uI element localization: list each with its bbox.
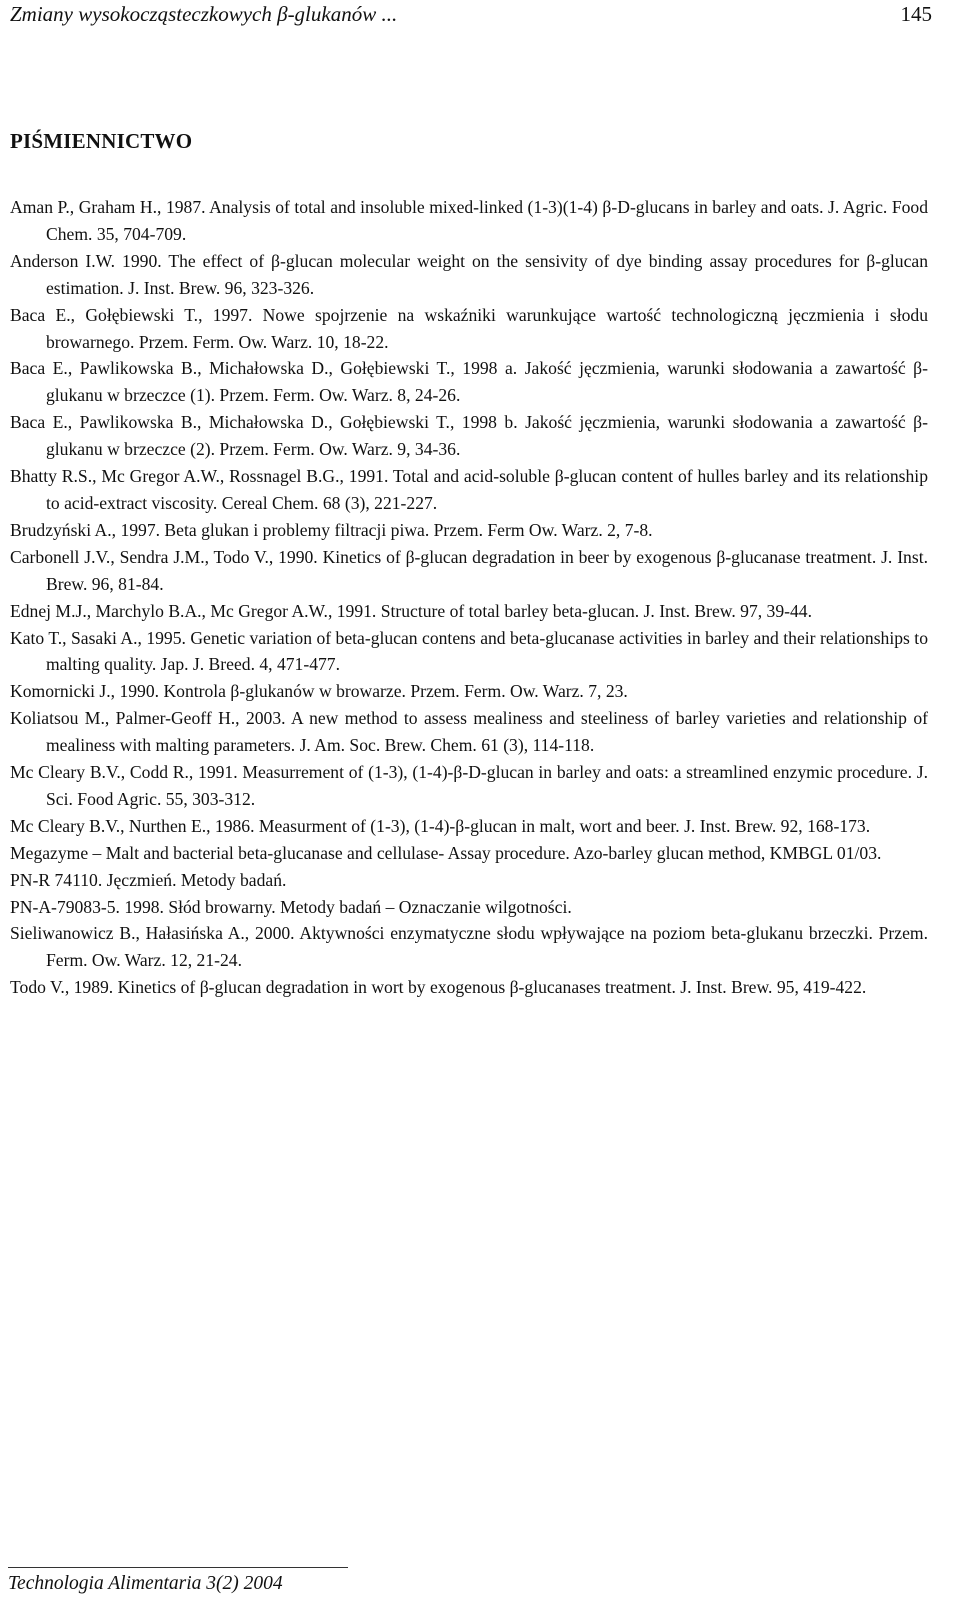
reference-item: Bhatty R.S., Mc Gregor A.W., Rossnagel B.G., 1991. Total and acid-soluble β-glucan content of hulles barley and its relationship to acid-extract viscosity. Cereal Chem. 68 (3), 221-227. — [10, 466, 928, 513]
section-heading: PIŚMIENNICTWO — [10, 129, 193, 153]
footer-journal: Technologia Alimentaria 3(2) 2004 — [8, 1573, 283, 1594]
reference-item: Kato T., Sasaki A., 1995. Genetic variation of beta-glucan contens and beta-glucanase activities in barley and their relationships to malting quality. Jap. J. Breed. 4, 471-477. — [10, 627, 928, 675]
footer-divider — [8, 1567, 348, 1568]
reference-item: PN-R 74110. Jęczmień. Metody badań. — [10, 869, 287, 890]
reference-item: Aman P., Graham H., 1987. Analysis of total and insoluble mixed-linked (1-3)(1-4) β-D-glucans in barley and oats. J. Agric. Food Chem. 35, 704-709. — [10, 197, 928, 244]
reference-item: Baca E., Pawlikowska B., Michałowska D., Gołębiewski T., 1998 a. Jakość jęczmienia, warunki słodowania a zawartość β-glukanu w brzeczce (1). Przem. Ferm. Ow. Warz. 8, 24-26. — [10, 358, 928, 406]
reference-item: Carbonell J.V., Sendra J.M., Todo V., 1990. Kinetics of β-glucan degradation in beer by exogenous β-glucanase treatment. J. Inst. Brew. 96, 81-84. — [10, 546, 928, 594]
reference-item: Baca E., Gołębiewski T., 1997. Nowe spojrzenie na wskaźniki warunkujące wartość technologiczną jęczmienia i słodu browarnego. Przem. Ferm. Ow. Warz. 10, 18-22. — [10, 304, 928, 352]
reference-item: Ednej M.J., Marchylo B.A., Mc Gregor A.W., 1991. Structure of total barley beta-glucan. J. Inst. Brew. 97, 39-44. — [10, 600, 812, 621]
reference-item: PN-A-79083-5. 1998. Słód browarny. Metody badań – Oznaczanie wilgotności. — [10, 896, 572, 917]
reference-list — [10, 194, 928, 1001]
page-number: 145 — [900, 2, 932, 26]
reference-item: Komornicki J., 1990. Kontrola β-glukanów w browarze. Przem. Ferm. Ow. Warz. 7, 23. — [10, 681, 628, 702]
reference-item: Megazyme – Malt and bacterial beta-glucanase and cellulase- Assay procedure. Azo-barley glucan method, KMBGL 01/03. — [10, 842, 882, 863]
reference-item: Baca E., Pawlikowska B., Michałowska D., Gołębiewski T., 1998 b. Jakość jęczmienia, warunki słodowania a zawartość β-glukanu w brzeczce (2). Przem. Ferm. Ow. Warz. 9, 34-36. — [10, 412, 928, 460]
reference-item: Koliatsou M., Palmer-Geoff H., 2003. A new method to assess mealiness and steeliness of barley varieties and relationship of mealiness with malting parameters. J. Am. Soc. Brew. Chem. 61 (3), 114-118. — [10, 708, 928, 756]
reference-item: Todo V., 1989. Kinetics of β-glucan degradation in wort by exogenous β-glucanases treatment. J. Inst. Brew. 95, 419-422. — [10, 977, 867, 998]
reference-item: Brudzyński A., 1997. Beta glukan i problemy filtracji piwa. Przem. Ferm Ow. Warz. 2, 7-8. — [10, 519, 653, 540]
reference-item: Sieliwanowicz B., Hałasińska A., 2000. Aktywności enzymatyczne słodu wpływające na poziom beta-glukanu brzeczki. Przem. Ferm. Ow. Warz. 12, 21-24. — [10, 923, 928, 971]
running-head-title: Zmiany wysokocząsteczkowych β-glukanów ... — [10, 2, 398, 26]
running-head — [10, 2, 932, 36]
reference-item: Mc Cleary B.V., Codd R., 1991. Measurrement of (1-3), (1-4)-β-D-glucan in barley and oats: a streamlined enzymic procedure. J. Sci. Food Agric. 55, 303-312. — [10, 762, 928, 809]
reference-item: Mc Cleary B.V., Nurthen E., 1986. Measurment of (1-3), (1-4)-β-glucan in malt, wort and beer. J. Inst. Brew. 92, 168-173. — [10, 815, 871, 836]
reference-item: Anderson I.W. 1990. The effect of β-glucan molecular weight on the sensivity of dye binding assay procedures for β-glucan estimation. J. Inst. Brew. 96, 323-326. — [10, 250, 928, 298]
